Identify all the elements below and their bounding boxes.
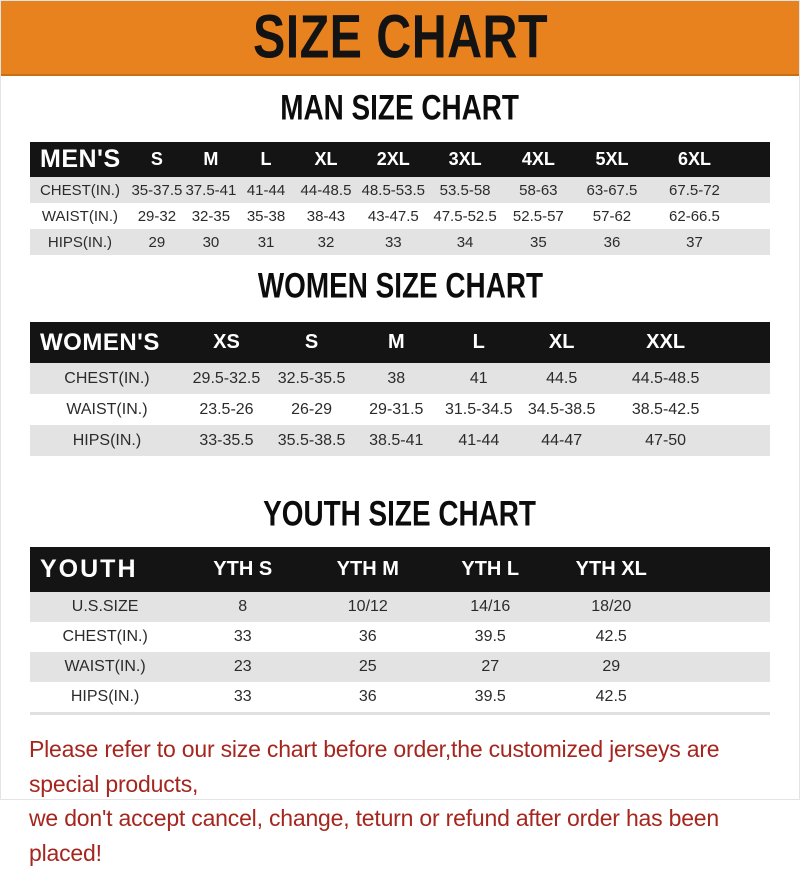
size-row (30, 622, 770, 652)
row-label-cell: CHEST(IN.) (30, 363, 184, 394)
size-column-header: 6XL (649, 142, 741, 177)
row-label-cell: WAIST(IN.) (30, 203, 130, 229)
size-chart-banner (1, 1, 799, 76)
size-value-cell: 33 (358, 229, 429, 255)
row-label-cell: HIPS(IN.) (30, 682, 180, 714)
size-value-cell: 35-37.5 (130, 177, 184, 203)
size-value-cell: 41-44 (438, 425, 519, 456)
size-value-cell: 44.5 (519, 363, 604, 394)
size-value-cell: 47.5-52.5 (429, 203, 502, 229)
section-heading (1, 87, 799, 128)
size-value-cell: 41-44 (238, 177, 294, 203)
row-label-cell: CHEST(IN.) (30, 177, 130, 203)
size-value-cell: 57-62 (575, 203, 648, 229)
size-column-header: M (184, 142, 238, 177)
size-column-header: XS (184, 322, 269, 363)
table-corner-label: YOUTH (30, 547, 180, 592)
row-filler-cell (672, 592, 770, 622)
size-value-cell: 38.5-42.5 (604, 394, 727, 425)
row-filler-cell (740, 203, 770, 229)
size-value-cell: 27 (430, 652, 550, 682)
header-filler-cell (740, 142, 770, 177)
size-column-header: XXL (604, 322, 727, 363)
size-value-cell: 31 (238, 229, 294, 255)
size-value-cell: 34 (429, 229, 502, 255)
men-size-table (30, 142, 770, 255)
row-filler-cell (672, 652, 770, 682)
row-label-cell: CHEST(IN.) (30, 622, 180, 652)
section-heading-text: WOMEN SIZE CHART (257, 265, 543, 306)
size-value-cell: 32-35 (184, 203, 238, 229)
size-row (30, 652, 770, 682)
size-column-header: 2XL (358, 142, 429, 177)
size-value-cell: 33-35.5 (184, 425, 269, 456)
size-value-cell: 58-63 (501, 177, 575, 203)
size-value-cell: 31.5-34.5 (438, 394, 519, 425)
row-filler-cell (672, 682, 770, 714)
row-label-cell: WAIST(IN.) (30, 394, 184, 425)
size-column-header: YTH S (180, 547, 305, 592)
size-value-cell: 35 (501, 229, 575, 255)
size-value-cell: 10/12 (305, 592, 430, 622)
row-label-cell: WAIST(IN.) (30, 652, 180, 682)
man-size-chart-section (1, 87, 799, 255)
size-table-header-row (30, 142, 770, 177)
size-row (30, 229, 770, 255)
size-column-header: L (238, 142, 294, 177)
size-value-cell: 29 (130, 229, 184, 255)
size-value-cell: 43-47.5 (358, 203, 429, 229)
size-value-cell: 44.5-48.5 (604, 363, 727, 394)
row-label-cell: U.S.SIZE (30, 592, 180, 622)
size-value-cell: 30 (184, 229, 238, 255)
size-value-cell: 26-29 (269, 394, 354, 425)
size-value-cell: 63-67.5 (575, 177, 648, 203)
size-value-cell: 23 (180, 652, 305, 682)
row-label-cell: HIPS(IN.) (30, 425, 184, 456)
size-value-cell: 48.5-53.5 (358, 177, 429, 203)
size-value-cell: 35.5-38.5 (269, 425, 354, 456)
size-value-cell: 39.5 (430, 622, 550, 652)
size-value-cell: 42.5 (550, 682, 672, 714)
size-value-cell: 36 (305, 682, 430, 714)
size-row (30, 363, 770, 394)
youth-size-table (30, 547, 770, 715)
size-column-header: 4XL (501, 142, 575, 177)
size-value-cell: 33 (180, 682, 305, 714)
size-value-cell: 42.5 (550, 622, 672, 652)
row-filler-cell (727, 363, 770, 394)
row-label-cell: HIPS(IN.) (30, 229, 130, 255)
size-column-header: YTH M (305, 547, 430, 592)
table-corner-label: WOMEN'S (30, 322, 184, 363)
size-column-header: YTH L (430, 547, 550, 592)
women-size-chart-section (1, 265, 799, 456)
size-column-header: S (130, 142, 184, 177)
row-filler-cell (727, 425, 770, 456)
footer-note (29, 732, 771, 870)
size-value-cell: 53.5-58 (429, 177, 502, 203)
size-value-cell: 32 (294, 229, 358, 255)
row-filler-cell (740, 229, 770, 255)
size-value-cell: 38 (354, 363, 438, 394)
size-column-header: 5XL (575, 142, 648, 177)
size-row (30, 203, 770, 229)
size-value-cell: 44-47 (519, 425, 604, 456)
row-filler-cell (672, 622, 770, 652)
size-value-cell: 29-31.5 (354, 394, 438, 425)
size-value-cell: 62-66.5 (649, 203, 741, 229)
size-value-cell: 29-32 (130, 203, 184, 229)
row-filler-cell (727, 394, 770, 425)
size-column-header: M (354, 322, 438, 363)
header-filler-cell (727, 322, 770, 363)
footer-note-line-2: we don't accept cancel, change, teturn or refund after order has been placed! (29, 805, 719, 866)
size-value-cell: 67.5-72 (649, 177, 741, 203)
size-value-cell: 8 (180, 592, 305, 622)
header-filler-cell (672, 547, 770, 592)
size-value-cell: 34.5-38.5 (519, 394, 604, 425)
size-value-cell: 25 (305, 652, 430, 682)
size-value-cell: 44-48.5 (294, 177, 358, 203)
size-column-header: XL (294, 142, 358, 177)
section-heading (1, 493, 799, 534)
footer-note-line-1: Please refer to our size chart before order,the customized jerseys are special products, (29, 736, 720, 797)
size-column-header: YTH XL (550, 547, 672, 592)
size-value-cell: 37 (649, 229, 741, 255)
size-value-cell: 37.5-41 (184, 177, 238, 203)
row-filler-cell (740, 177, 770, 203)
section-heading-text: MAN SIZE CHART (280, 87, 520, 128)
size-value-cell: 36 (575, 229, 648, 255)
size-value-cell: 18/20 (550, 592, 672, 622)
size-column-header: 3XL (429, 142, 502, 177)
size-value-cell: 38-43 (294, 203, 358, 229)
size-value-cell: 23.5-26 (184, 394, 269, 425)
women-size-table (30, 322, 770, 456)
section-heading-text: YOUTH SIZE CHART (263, 493, 537, 534)
size-value-cell: 47-50 (604, 425, 727, 456)
size-row (30, 394, 770, 425)
size-column-header: XL (519, 322, 604, 363)
table-corner-label: MEN'S (30, 142, 130, 177)
size-value-cell: 29 (550, 652, 672, 682)
size-value-cell: 41 (438, 363, 519, 394)
banner-title: SIZE CHART (252, 2, 548, 72)
size-value-cell: 29.5-32.5 (184, 363, 269, 394)
size-value-cell: 32.5-35.5 (269, 363, 354, 394)
size-row (30, 425, 770, 456)
size-column-header: L (438, 322, 519, 363)
size-row (30, 592, 770, 622)
size-row (30, 682, 770, 714)
size-value-cell: 35-38 (238, 203, 294, 229)
size-value-cell: 36 (305, 622, 430, 652)
size-value-cell: 14/16 (430, 592, 550, 622)
size-value-cell: 39.5 (430, 682, 550, 714)
size-table-header-row (30, 547, 770, 592)
size-value-cell: 38.5-41 (354, 425, 438, 456)
size-value-cell: 52.5-57 (501, 203, 575, 229)
section-heading (1, 265, 799, 306)
size-row (30, 177, 770, 203)
size-value-cell: 33 (180, 622, 305, 652)
size-table-header-row (30, 322, 770, 363)
size-column-header: S (269, 322, 354, 363)
youth-size-chart-section (1, 493, 799, 715)
